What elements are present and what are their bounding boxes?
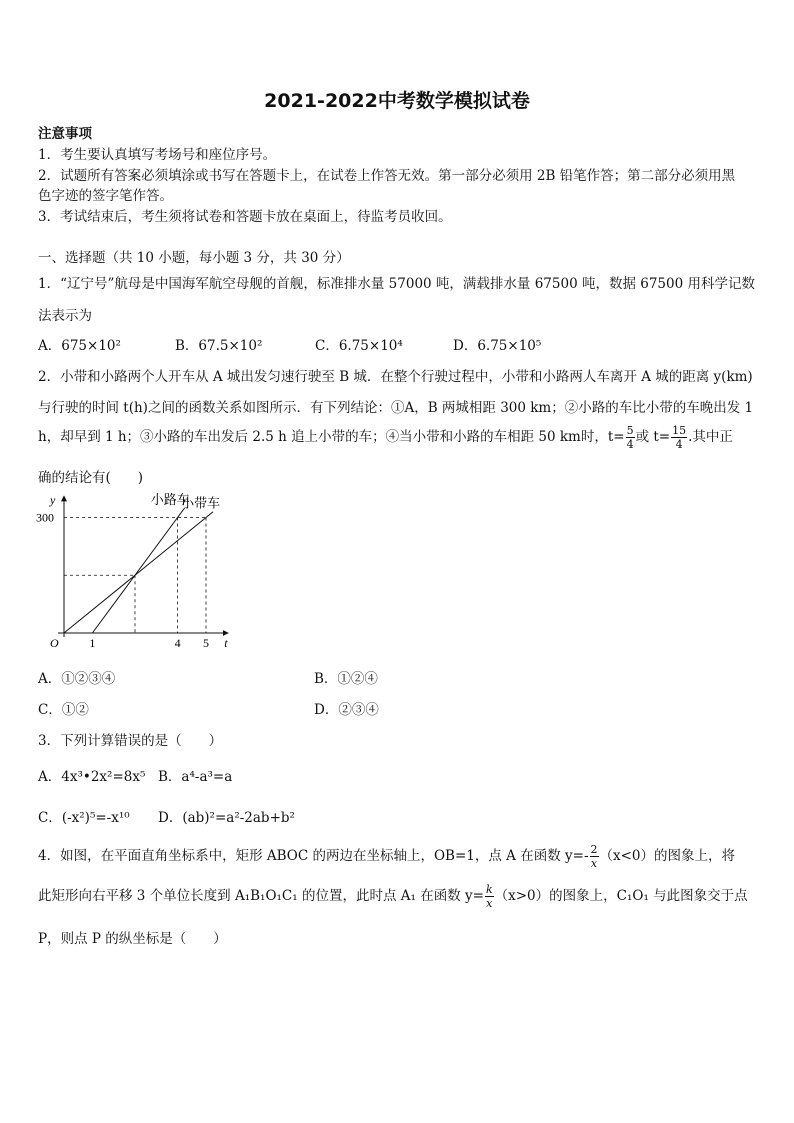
series-label-1: 小路车 [150, 491, 190, 507]
q3-option-c: C．(-x²)⁵=-x¹⁰ [38, 810, 130, 826]
fraction-denominator: 4 [675, 438, 683, 451]
notice-item-3: 3．考试结束后，考生须将试卷和答题卡放在桌面上，待监考员收回。 [38, 209, 452, 225]
y-axis-label: y [50, 493, 56, 507]
q2-option-d: D．②③④ [314, 702, 379, 718]
q1-option-c: C．6.75×10⁴ [315, 338, 403, 354]
page-title: 2021-2022中考数学模拟试卷 [264, 90, 530, 112]
fraction-15-over-4 [671, 424, 687, 451]
q1-option-a: A．675×10² [38, 338, 121, 354]
distance-time-graph [36, 490, 266, 655]
q3-stem: 3．下列计算错误的是（ ） [38, 733, 223, 749]
q2-line-3-or: 或 t= [635, 429, 671, 445]
q4-line-2 [38, 883, 748, 910]
q4-line-2-text-a: 此矩形向右平移 3 个单位长度到 A₁B₁O₁C₁ 的位置，此时点 A₁ 在函数 y= [38, 888, 484, 904]
fraction-denominator: x [486, 897, 493, 910]
x-axis-label: t [224, 636, 228, 650]
q3-option-d: D．(ab)²=a²-2ab+b² [158, 810, 295, 826]
q2-option-c: C．①② [38, 702, 89, 718]
q2-line-1: 2．小带和小路两个人开车从 A 城出发匀速行驶至 B 城．在整个行驶过程中，小带和小路两人车离开 A 城的距离 y(km) [38, 369, 753, 385]
notice-item-2-line-1: 2．试题所有答案必须填涂或书写在答题卡上，在试卷上作答无效。第一部分必须用 2B 铅笔作答；第二部分必须用黑 [38, 168, 736, 184]
fraction-numerator: 2 [590, 843, 598, 856]
fraction-numerator: 15 [672, 424, 687, 437]
x-tick-label-1: 1 [89, 636, 96, 650]
series-line-1 [92, 508, 184, 633]
q2-line-3 [38, 424, 733, 451]
origin-label: O [50, 636, 59, 650]
q3-option-b: B．a⁴-a³=a [158, 769, 233, 785]
section-heading: 一、选择题（共 10 小题，每小题 3 分，共 30 分） [38, 250, 350, 266]
fraction-2-over-x [590, 843, 599, 870]
notice-item-2-line-2: 色字迹的签字笔作答。 [38, 188, 173, 204]
fraction-k-over-x [485, 883, 494, 910]
q2-line-3-text-b: .其中正 [688, 429, 733, 445]
fraction-numerator: 5 [626, 424, 634, 437]
series-line-2 [64, 512, 213, 633]
fraction-denominator: 4 [626, 438, 634, 451]
q4-line-1-text-a: 4．如图，在平面直角坐标系中，矩形 ABOC 的两边在坐标轴上，OB=1，点 A 在函数 y=- [38, 848, 589, 864]
q4-line-1-text-b: （x<0）的图象上，将 [599, 848, 736, 864]
fraction-5-over-4 [626, 424, 635, 451]
series-label-2: 小带车 [181, 495, 221, 511]
x-tick-label-3: 5 [203, 636, 209, 650]
q4-line-1 [38, 843, 735, 870]
q2-option-b: B．①②④ [314, 671, 378, 687]
q1-option-d: D．6.75×10⁵ [453, 338, 542, 354]
q2-line-3-text-a: h，却早到 1 h；③小路的车出发后 2.5 h 追上小带的车；④当小带和小路的车相距 50 km时，t= [38, 429, 625, 445]
q4-line-2-text-b: （x>0）的图象上，C₁O₁ 与此图象交于点 [494, 888, 748, 904]
q1-line-1: 1．“辽宁号”航母是中国海军航空母舰的首舰，标准排水量 57000 吨，满载排水量 67500 吨，数据 67500 用科学记数 [38, 276, 755, 292]
q3-option-a: A．4x³•2x²=8x⁵ [38, 769, 146, 785]
y-tick-label-1: 300 [36, 510, 54, 525]
q2-line-4: 确的结论有( ) [38, 470, 144, 486]
q4-line-3: P，则点 P 的纵坐标是（ ） [38, 931, 227, 947]
q2-option-a: A．①②③④ [38, 671, 116, 687]
x-tick-label-2: 4 [174, 636, 181, 650]
fraction-numerator: k [485, 883, 493, 896]
notice-item-1: 1．考生要认真填写考场号和座位序号。 [38, 147, 277, 163]
fraction-denominator: x [590, 857, 598, 870]
q1-line-2: 法表示为 [38, 308, 92, 324]
q1-option-b: B．67.5×10² [175, 338, 263, 354]
notice-heading: 注意事项 [38, 126, 92, 142]
q2-line-2: 与行驶的时间 t(h)之间的函数关系如图所示．有下列结论：①A，B 两城相距 300 km；②小路的车比小带的车晚出发 1 [38, 400, 754, 416]
